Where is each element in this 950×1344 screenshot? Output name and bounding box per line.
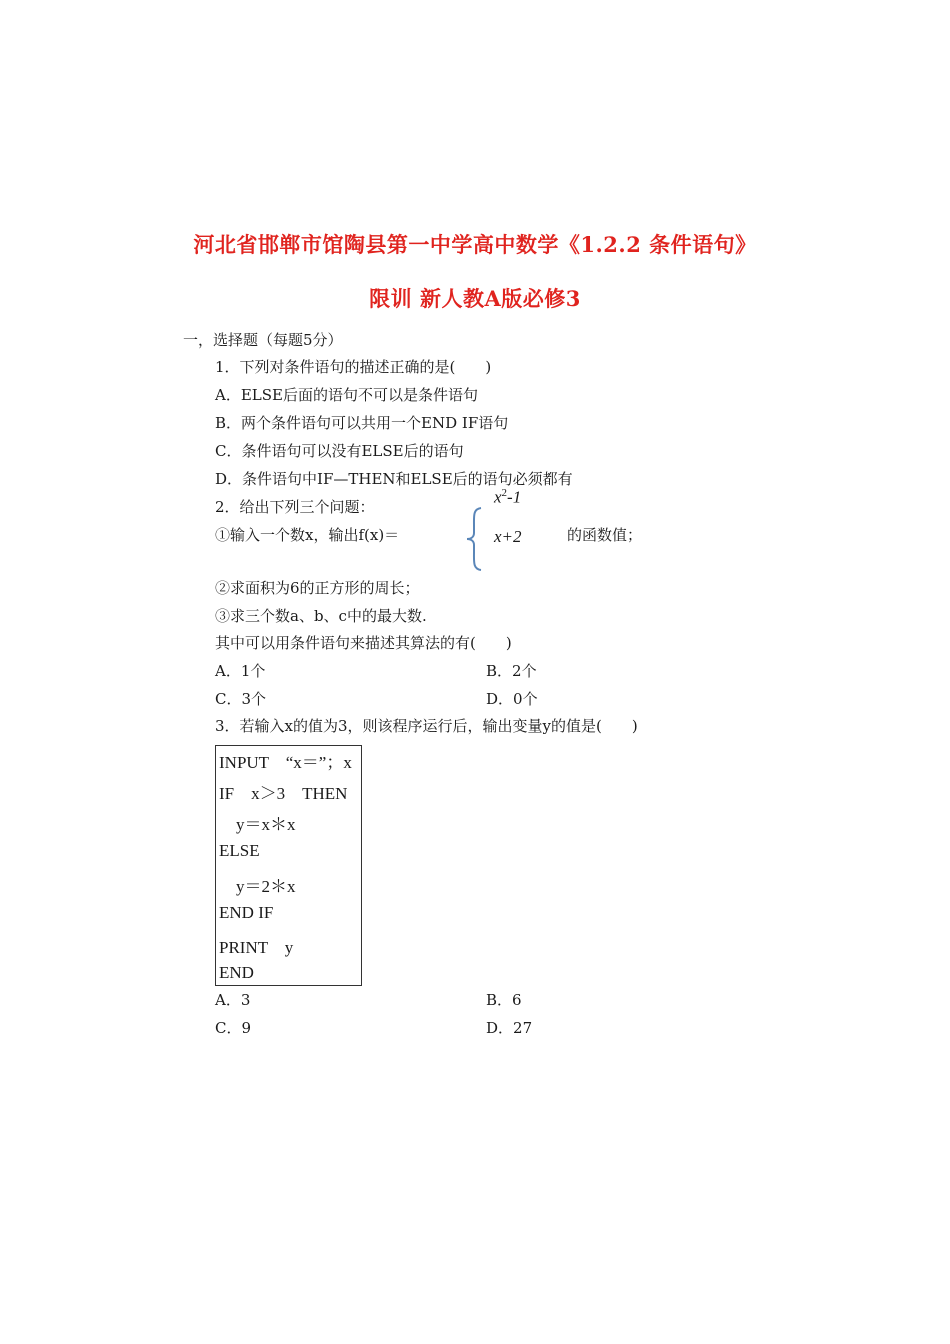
- code-line: PRINT y: [219, 938, 294, 957]
- q2-option-d: D．0个: [486, 690, 538, 708]
- q2-question: 其中可以用条件语句来描述其算法的有( ): [215, 634, 512, 652]
- piecewise-top: $x^2-1$: [494, 487, 522, 507]
- q2-stem: 2．给出下列三个问题：: [215, 498, 375, 516]
- q2-option-a: A．1个: [215, 662, 266, 680]
- section-header: 一，选择题（每题5分）: [183, 331, 343, 349]
- q2-item1-prefix: ①输入一个数x，输出f(x)＝: [215, 526, 400, 544]
- q2-option-c: C．3个: [215, 690, 267, 708]
- code-line: END: [219, 963, 254, 982]
- q3-stem: 3．若输入x的值为3，则该程序运行后，输出变量y的值是( ): [215, 717, 638, 735]
- q3-option-c: C．9: [215, 1019, 252, 1037]
- q1-option-d: D．条件语句中IF—THEN和ELSE后的语句必须都有: [215, 470, 573, 488]
- code-line: END IF: [219, 903, 274, 922]
- q2-item1-suffix: 的函数值；: [567, 526, 643, 544]
- code-line: ELSE: [219, 841, 260, 860]
- q2-item2: ②求面积为6的正方形的周长；: [215, 579, 420, 597]
- q3-option-d: D．27: [486, 1019, 533, 1037]
- q3-option-b: B．6: [486, 991, 522, 1009]
- code-line: y＝2＊x: [219, 877, 296, 896]
- document-title-line1: 河北省邯郸市馆陶县第一中学高中数学《1.2.2 条件语句》: [193, 232, 757, 257]
- code-line: INPUT “x＝”；x: [219, 753, 352, 772]
- q1-option-a: A．ELSE后面的语句不可以是条件语句: [215, 386, 478, 404]
- program-code-box: [215, 745, 362, 986]
- piecewise-bottom: x+2: [494, 527, 522, 546]
- q3-option-a: A．3: [215, 991, 251, 1009]
- code-line: y＝x＊x: [219, 815, 296, 834]
- document-title-line2: 限训 新人教A版必修3: [369, 286, 581, 311]
- code-line: IF x＞3 THEN: [219, 784, 348, 803]
- left-brace-icon: [464, 506, 484, 572]
- q2-item3: ③求三个数a、b、c中的最大数.: [215, 607, 427, 625]
- q2-option-b: B．2个: [486, 662, 537, 680]
- q1-option-b: B．两个条件语句可以共用一个END IF语句: [215, 414, 509, 432]
- q1-stem: 1．下列对条件语句的描述正确的是( ): [215, 358, 492, 376]
- q1-option-c: C．条件语句可以没有ELSE后的语句: [215, 442, 464, 460]
